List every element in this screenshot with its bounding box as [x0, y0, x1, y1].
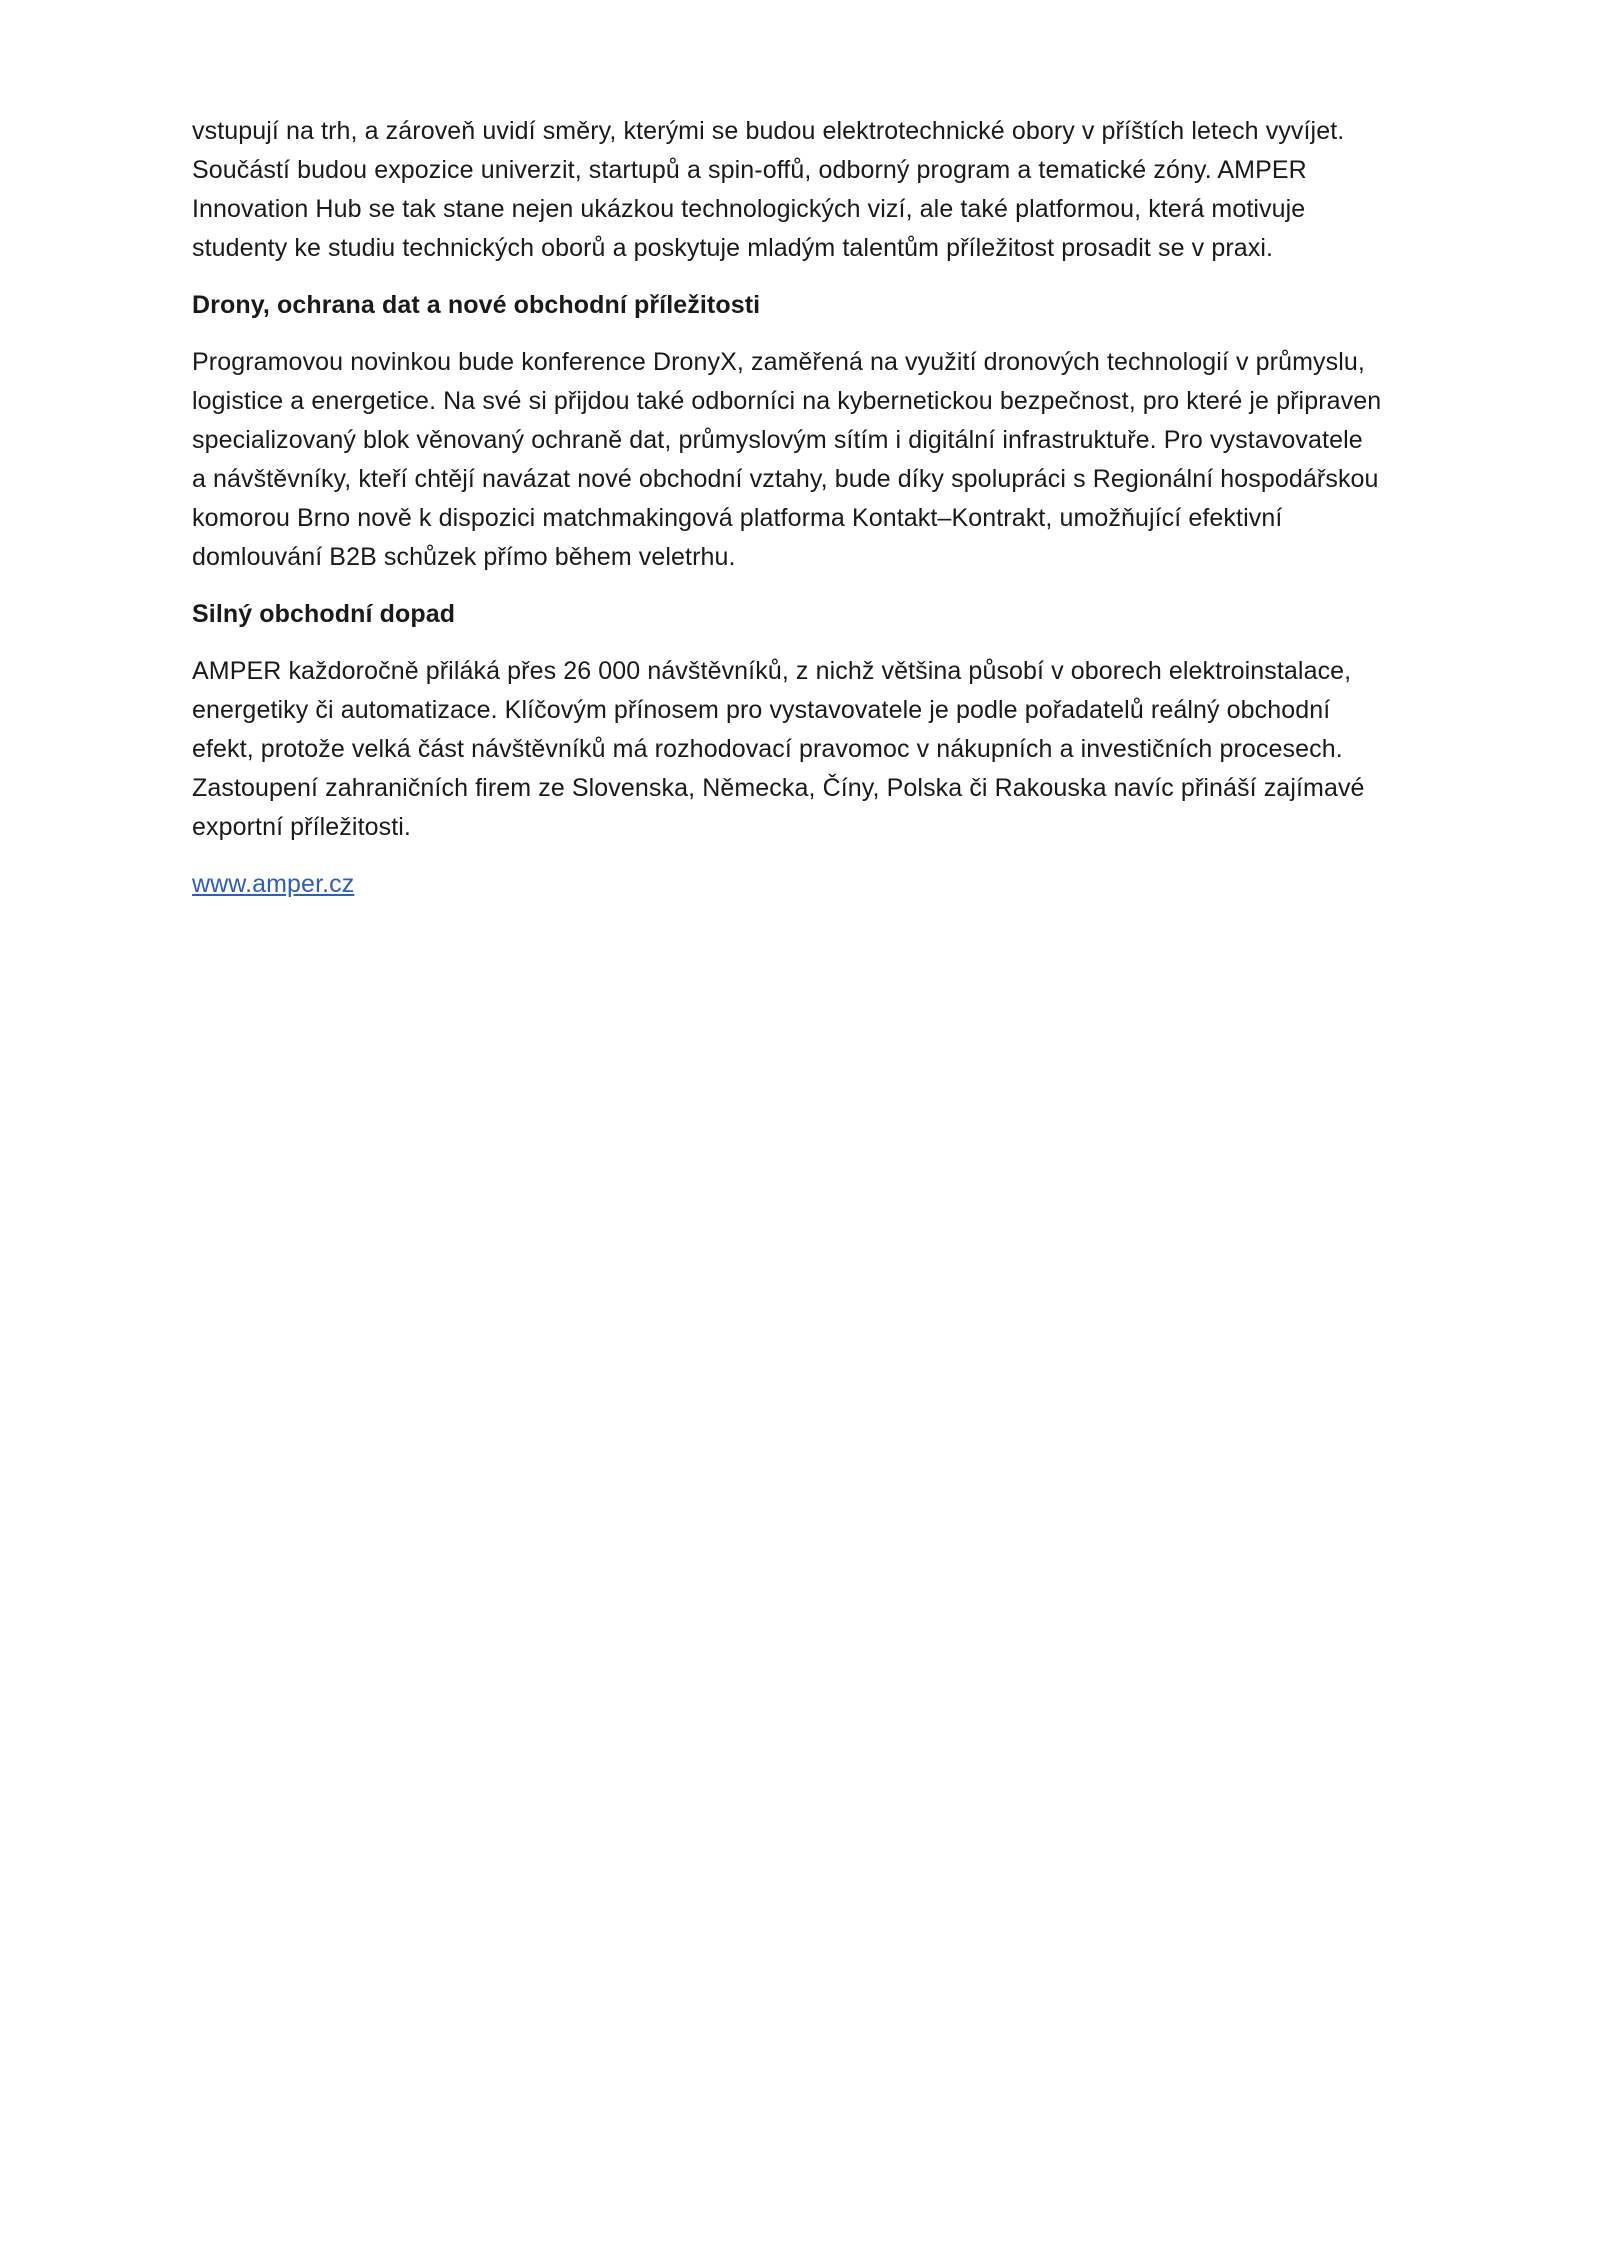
document-page	[192, 112, 1382, 922]
drones-section-paragraph: Programovou novinkou bude konference DronyX, zaměřená na využití dronových technologií v průmyslu, logistice a energetice. Na své si přijdou také odborníci na kybernetickou bezpečnost, pro které je připraven specializovaný blok věnovaný ochraně dat, průmyslovým sítím i digitální infrastruktuře. Pro vystavovatele a návštěvníky, kteří chtějí navázat nové obchodní vztahy, bude díky spolupráci s Regionální hospodářskou komorou Brno nově k dispozici matchmakingová platforma Kontakt–Kontrakt, umožňující efektivní domlouvání B2B schůzek přímo během veletrhu.	[192, 348, 1382, 571]
website-link-line	[192, 865, 1382, 904]
impact-section-paragraph: AMPER každoročně přiláká přes 26 000 návštěvníků, z nichž většina působí v oborech elektroinstalace, energetiky či automatizace. Klíčovým přínosem pro vystavovatele je podle pořadatelů reálný obchodní efekt, protože velká část návštěvníků má rozhodovací pravomoc v nákupních a investičních procesech. Zastoupení zahraničních firem ze Slovenska, Německa, Číny, Polska či Rakouska navíc přináší zajímavé exportní příležitosti.	[192, 657, 1365, 841]
website-link[interactable]: www.amper.cz	[192, 870, 355, 898]
intro-paragraph: vstupují na trh, a zároveň uvidí směry, kterými se budou elektrotechnické obory v příštích letech vyvíjet. Součástí budou expozice univerzit, startupů a spin-offů, odborný program a tematické zóny. AMPER Innovation Hub se tak stane nejen ukázkou technologických vizí, ale také platformou, která motivuje studenty ke studiu technických oborů a poskytuje mladým talentům příležitost prosadit se v praxi.	[192, 117, 1345, 262]
impact-section-heading: Silný obchodní dopad	[192, 600, 456, 628]
drones-section-heading: Drony, ochrana dat a nové obchodní příležitosti	[192, 291, 761, 319]
